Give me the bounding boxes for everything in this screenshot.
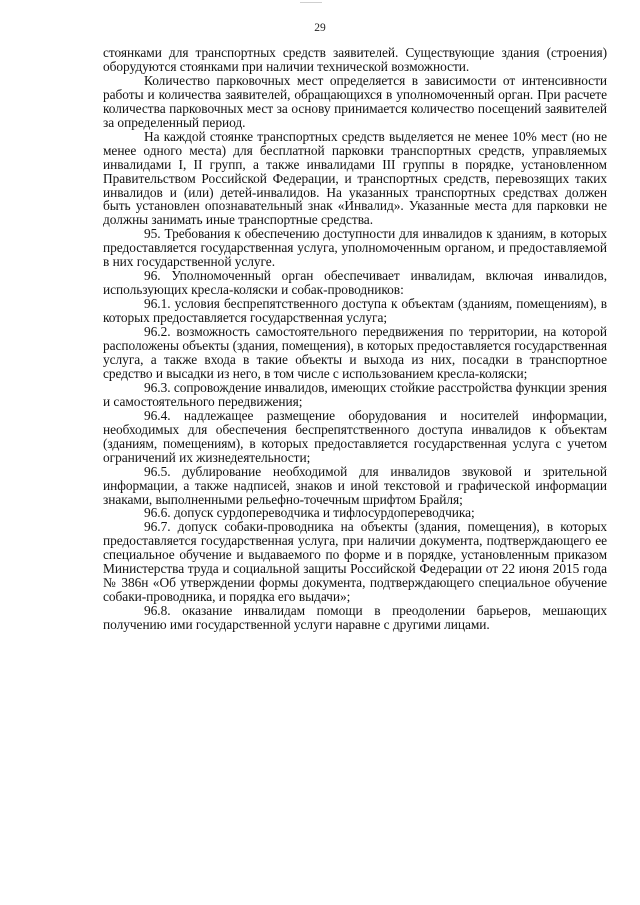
document-body xyxy=(103,46,607,632)
paragraph-96-8: 96.8. оказание инвалидам помощи в преодолении барьеров, мешающих получению ими государственной услуги наравне с другими лицами. xyxy=(103,603,607,633)
paragraph-96-5: 96.5. дублирование необходимой для инвалидов звуковой и зрительной информации, а также надписей, знаков и иной текстовой и графической информации знаками, выполненными рельефно-точечным шрифтом Брайля; xyxy=(103,463,607,507)
paragraph-96-6: 96.6. допуск сурдопереводчика и тифлосурдопереводчика; xyxy=(144,505,475,521)
paragraph-96-2: 96.2. возможность самостоятельного передвижения по территории, на которой расположены объекты (здания, помещения), в которых предоставляется государственная услуга, а также входа в такие объекты и выхода из них, посадки в транспортное средство и высадки из него, в том числе с использованием кресла-коляски; xyxy=(103,324,607,381)
paragraph-96: 96. Уполномоченный орган обеспечивает инвалидам, включая инвалидов, использующих кресла-коляски и собак-проводников: xyxy=(103,268,607,298)
paragraph-parking-count: Количество парковочных мест определяется в зависимости от интенсивности работы и количества заявителей, обращающихся в уполномоченный орган. При расчете количества парковочных мест за основу принимается количество посещений заявителей за определенный период. xyxy=(103,72,607,130)
paragraph-parking-continuation: стоянками для транспортных средств заявителей. Существующие здания (строения) оборудуются стоянками при наличии технической возможности. xyxy=(103,45,607,74)
paragraph-parking-disabled: На каждой стоянке транспортных средств выделяется не менее 10% мест (но не менее одного места) для бесплатной парковки транспортных средств, управляемых инвалидами I, II групп, а также инвалидами III группы в порядке, установленном Правительством Российской Федерации, и транспортных средств, перевозящих таких инвалидов и (или) детей-инвалидов. На указанных транспортных средствах должен быть установлен опознавательный знак «Инвалид». Указанные места для парковки не должны занимать иные транспортные средства. xyxy=(103,128,607,228)
scan-mark xyxy=(300,2,322,6)
paragraph-95: 95. Требования к обеспечению доступности для инвалидов к зданиям, в которых предоставляется государственная услуга, уполномоченным органом, и предоставляемой в них государственной услуге. xyxy=(103,226,607,270)
paragraph-96-7: 96.7. допуск собаки-проводника на объекты (здания, помещения), в которых предоставляется государственная услуга, при наличии документа, подтверждающего ее специальное обучение и выдаваемого по форме и в порядке, установленным приказом Министерства труда и социальной защиты Российской Федерации от 22 июня 2015 года № 386н «Об утверждении формы документа, подтверждающего специальное обучение собаки-проводника, и порядка его выдачи»; xyxy=(103,519,607,605)
paragraph-96-4: 96.4. надлежащее размещение оборудования и носителей информации, необходимых для обеспечения беспрепятственного доступа инвалидов к объектам (зданиям, помещениям), в которых предоставляется государственная услуга с учетом ограничений их жизнедеятельности; xyxy=(103,407,607,465)
page-number: 29 xyxy=(314,22,326,34)
paragraph-96-1: 96.1. условия беспрепятственного доступа к объектам (зданиям, помещениям), в которых предоставляется государственная услуга; xyxy=(103,296,607,326)
paragraph-96-3: 96.3. сопровождение инвалидов, имеющих стойкие расстройства функции зрения и самостоятельного передвижения; xyxy=(103,379,607,409)
